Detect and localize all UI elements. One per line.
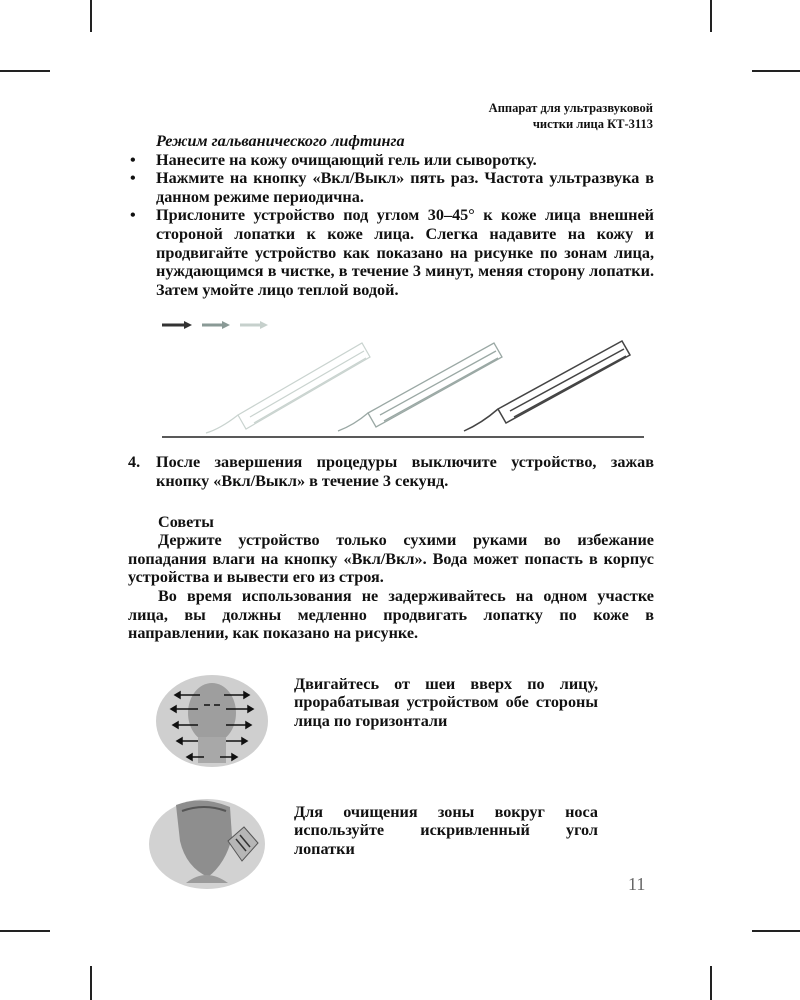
tip-nose-row [128, 797, 654, 895]
step-number: 4. [128, 453, 141, 472]
instruction-item: • Прислоните устройство под углом 30–45° к коже лица внешней стороной лопатки к коже лица. Слегка надавите на кожу и продвигайте устройство как показано на рисунке по зонам лица, нуждающимся в чистке, в течение 3 минут, меняя сторону лопатки. Затем умойте лицо теплой водой. [128, 206, 654, 299]
instruction-item: • Нанесите на кожу очищающий гель или сыворотку. [128, 151, 654, 170]
header-line-1: Аппарат для ультразвуковой [488, 101, 653, 115]
crop-mark-right-top [752, 70, 800, 72]
tips-paragraph: Держите устройство только сухими руками во избежание попадания влаги на кнопку «Вкл/Вкл». Вода может попасть в корпус устройства и вывести его из строя. [128, 531, 654, 587]
page-content [128, 132, 654, 895]
crop-mark-right-bottom [752, 930, 800, 932]
tip-nose-text: Для очищения зоны вокруг носа используйте искривленный угол лопатки [294, 802, 598, 858]
crop-mark-left-bottom [0, 930, 50, 932]
nose-cleaning-icon [146, 797, 268, 891]
face-directions-icon [152, 673, 272, 769]
instruction-item: • Нажмите на кнопку «Вкл/Выкл» пять раз. Частота ультразвука в данном режиме периодична. [128, 169, 654, 206]
tips-paragraph: Во время использования не задерживайтесь на одном участке лица, вы должны медленно продвигать лопатку по коже в направлении, как показано на рисунке. [128, 586, 654, 643]
arrow-light-icon [240, 321, 268, 329]
page-number: 11 [628, 874, 646, 894]
tip-face-row [128, 667, 654, 775]
crop-mark-left-top [0, 70, 50, 72]
mode-title: Режим гальванического лифтинга [156, 132, 405, 150]
tip-face-text: Двигайтесь от шеи вверх по лицу, прорабатывая устройством обе стороны лица по горизонтали [294, 674, 598, 730]
header-line-2: чистки лица КТ-3113 [532, 117, 653, 131]
device-position-1-icon [206, 343, 370, 433]
tips-title: Советы [158, 512, 214, 531]
spatula-angles-illustration [128, 313, 654, 439]
crop-mark-top-right [710, 0, 712, 32]
crop-mark-top-left [90, 0, 92, 32]
arrow-medium-icon [202, 321, 230, 329]
device-angle-figure [128, 313, 654, 439]
device-position-2-icon [338, 343, 502, 431]
crop-mark-bottom-left [90, 966, 92, 1000]
step-4 [128, 453, 654, 490]
crop-mark-bottom-right [710, 966, 712, 1000]
instruction-list [128, 151, 654, 300]
arrow-dark-icon [162, 321, 192, 329]
page-header [489, 100, 653, 132]
step-text: После завершения процедуры выключите устройство, зажав кнопку «Вкл/Выкл» в течение 3 секунд. [156, 453, 654, 490]
